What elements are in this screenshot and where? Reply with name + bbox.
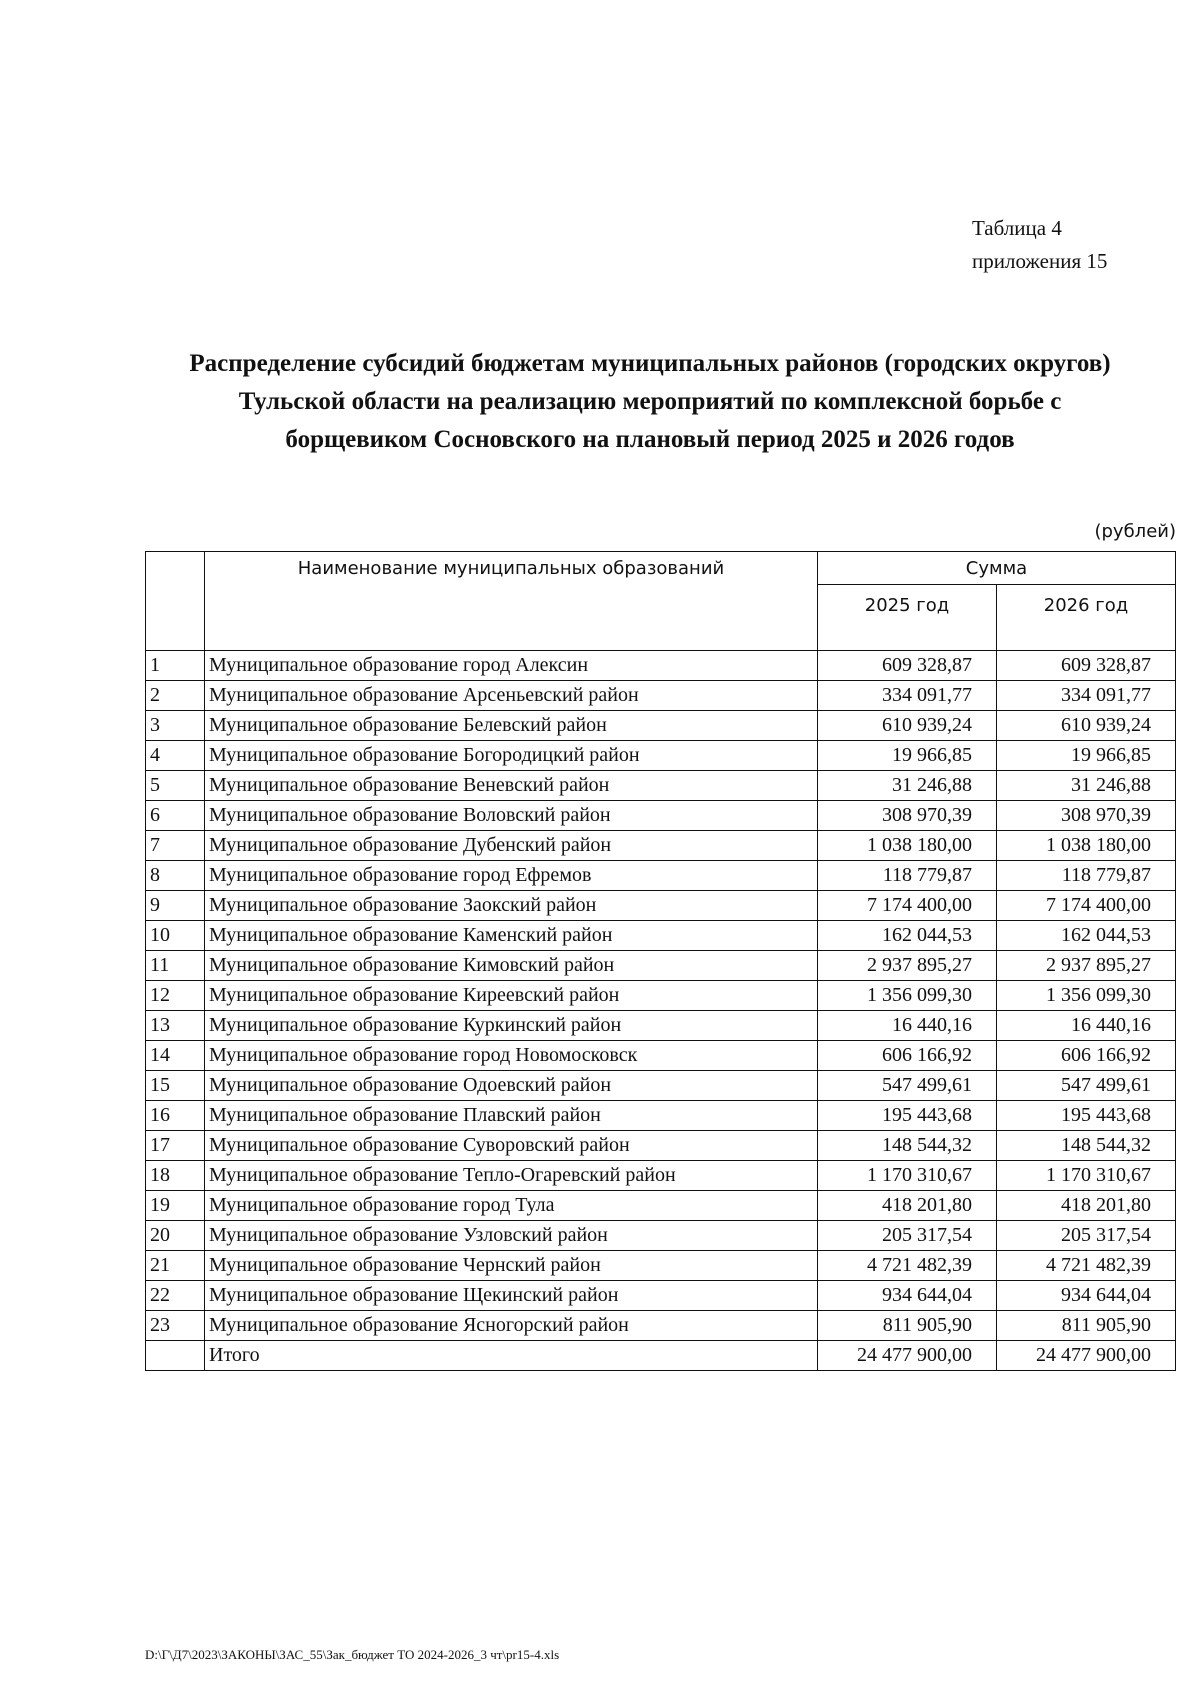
row-name: Муниципальное образование Заокский район [205, 891, 818, 921]
row-sum-2025: 418 201,80 [818, 1191, 997, 1221]
row-sum-2026: 610 939,24 [997, 711, 1176, 741]
row-number: 17 [146, 1131, 205, 1161]
row-sum-2026: 7 174 400,00 [997, 891, 1176, 921]
row-sum-2026: 19 966,85 [997, 741, 1176, 771]
row-name: Муниципальное образование город Тула [205, 1191, 818, 1221]
row-name: Муниципальное образование Каменский район [205, 921, 818, 951]
row-number: 11 [146, 951, 205, 981]
table-reference [972, 212, 1107, 278]
header-name: Наименование муниципальных образований [205, 552, 818, 651]
table-row [146, 1161, 1176, 1191]
row-name: Муниципальное образование город Алексин [205, 651, 818, 681]
file-path-footer: D:\Г\Д7\2023\ЗАКОНЫ\ЗАС_55\Зак_бюджет ТО 2024-2026_3 чт\pr15-4.xls [145, 1647, 560, 1662]
row-sum-2026: 2 937 895,27 [997, 951, 1176, 981]
table-row [146, 831, 1176, 861]
row-sum-2026: 547 499,61 [997, 1071, 1176, 1101]
row-name: Муниципальное образование Киреевский район [205, 981, 818, 1011]
row-sum-2026: 811 905,90 [997, 1311, 1176, 1341]
row-sum-2026: 1 170 310,67 [997, 1161, 1176, 1191]
row-sum-2025: 148 544,32 [818, 1131, 997, 1161]
row-number: 8 [146, 861, 205, 891]
row-name: Муниципальное образование Богородицкий район [205, 741, 818, 771]
reference-line-1: Таблица 4 [972, 216, 1062, 240]
row-number: 15 [146, 1071, 205, 1101]
row-sum-2025: 19 966,85 [818, 741, 997, 771]
table-row [146, 741, 1176, 771]
header-row-1 [146, 552, 1176, 585]
row-sum-2025: 334 091,77 [818, 681, 997, 711]
total-label: Итого [205, 1341, 818, 1371]
total-sum-2025: 24 477 900,00 [818, 1341, 997, 1371]
row-name: Муниципальное образование город Новомосковск [205, 1041, 818, 1071]
row-sum-2026: 205 317,54 [997, 1221, 1176, 1251]
title-line-3: борщевиком Сосновского на плановый период 2025 и 2026 годов [285, 426, 1015, 453]
row-sum-2026: 4 721 482,39 [997, 1251, 1176, 1281]
row-number: 6 [146, 801, 205, 831]
document-title [150, 345, 1150, 459]
row-sum-2026: 334 091,77 [997, 681, 1176, 711]
row-name: Муниципальное образование Арсеньевский район [205, 681, 818, 711]
row-name: Муниципальное образование Веневский район [205, 771, 818, 801]
row-sum-2025: 118 779,87 [818, 861, 997, 891]
row-sum-2025: 1 038 180,00 [818, 831, 997, 861]
row-name: Муниципальное образование Воловский район [205, 801, 818, 831]
row-sum-2026: 1 356 099,30 [997, 981, 1176, 1011]
row-sum-2026: 195 443,68 [997, 1101, 1176, 1131]
row-sum-2026: 148 544,32 [997, 1131, 1176, 1161]
row-number: 4 [146, 741, 205, 771]
row-sum-2025: 16 440,16 [818, 1011, 997, 1041]
table-row [146, 921, 1176, 951]
row-sum-2026: 162 044,53 [997, 921, 1176, 951]
row-number: 23 [146, 1311, 205, 1341]
table-row [146, 681, 1176, 711]
row-name: Муниципальное образование Одоевский район [205, 1071, 818, 1101]
row-sum-2025: 547 499,61 [818, 1071, 997, 1101]
row-sum-2026: 118 779,87 [997, 861, 1176, 891]
header-sum: Сумма [818, 552, 1176, 585]
title-line-2: Тульской области на реализацию мероприятий по комплексной борьбе с [238, 388, 1062, 415]
row-sum-2025: 195 443,68 [818, 1101, 997, 1131]
subsidy-table [145, 551, 1176, 1371]
row-number: 7 [146, 831, 205, 861]
row-sum-2025: 4 721 482,39 [818, 1251, 997, 1281]
row-number: 10 [146, 921, 205, 951]
table-row [146, 1191, 1176, 1221]
table-row [146, 1251, 1176, 1281]
row-name: Муниципальное образование Чернский район [205, 1251, 818, 1281]
row-name: Муниципальное образование Щекинский район [205, 1281, 818, 1311]
table-row [146, 771, 1176, 801]
row-number: 16 [146, 1101, 205, 1131]
row-name: Муниципальное образование Суворовский район [205, 1131, 818, 1161]
row-name: Муниципальное образование Плавский район [205, 1101, 818, 1131]
units-label: (рублей) [1094, 521, 1176, 542]
table-row [146, 981, 1176, 1011]
row-sum-2025: 934 644,04 [818, 1281, 997, 1311]
table-row [146, 1011, 1176, 1041]
row-number: 20 [146, 1221, 205, 1251]
row-sum-2026: 934 644,04 [997, 1281, 1176, 1311]
row-sum-2025: 1 356 099,30 [818, 981, 997, 1011]
header-index-cell [146, 552, 205, 651]
row-name: Муниципальное образование Ясногорский район [205, 1311, 818, 1341]
title-line-1: Распределение субсидий бюджетам муниципальных районов (городских округов) [189, 350, 1111, 377]
row-name: Муниципальное образование Узловский район [205, 1221, 818, 1251]
row-number: 5 [146, 771, 205, 801]
reference-line-2: приложения 15 [972, 249, 1108, 273]
row-sum-2026: 606 166,92 [997, 1041, 1176, 1071]
row-sum-2025: 31 246,88 [818, 771, 997, 801]
row-sum-2025: 7 174 400,00 [818, 891, 997, 921]
table-row [146, 711, 1176, 741]
row-name: Муниципальное образование Дубенский район [205, 831, 818, 861]
total-sum-2026: 24 477 900,00 [997, 1341, 1176, 1371]
row-sum-2025: 2 937 895,27 [818, 951, 997, 981]
row-sum-2026: 308 970,39 [997, 801, 1176, 831]
row-name: Муниципальное образование Кимовский район [205, 951, 818, 981]
row-sum-2025: 811 905,90 [818, 1311, 997, 1341]
row-sum-2025: 610 939,24 [818, 711, 997, 741]
row-sum-2026: 609 328,87 [997, 651, 1176, 681]
table-row [146, 651, 1176, 681]
row-number: 9 [146, 891, 205, 921]
row-sum-2025: 609 328,87 [818, 651, 997, 681]
row-sum-2026: 418 201,80 [997, 1191, 1176, 1221]
row-name: Муниципальное образование Куркинский район [205, 1011, 818, 1041]
row-number: 21 [146, 1251, 205, 1281]
row-number: 12 [146, 981, 205, 1011]
row-sum-2025: 205 317,54 [818, 1221, 997, 1251]
table-row [146, 1131, 1176, 1161]
table-row [146, 1311, 1176, 1341]
table-row [146, 1221, 1176, 1251]
row-number: 13 [146, 1011, 205, 1041]
row-sum-2026: 1 038 180,00 [997, 831, 1176, 861]
row-number: 19 [146, 1191, 205, 1221]
table-row [146, 1281, 1176, 1311]
row-name: Муниципальное образование город Ефремов [205, 861, 818, 891]
table-row [146, 951, 1176, 981]
table-row [146, 1101, 1176, 1131]
table-row [146, 801, 1176, 831]
row-sum-2025: 162 044,53 [818, 921, 997, 951]
row-name: Муниципальное образование Белевский район [205, 711, 818, 741]
row-name: Муниципальное образование Тепло-Огаревский район [205, 1161, 818, 1191]
row-sum-2025: 606 166,92 [818, 1041, 997, 1071]
header-year-2025: 2025 год [818, 585, 997, 651]
row-number: 2 [146, 681, 205, 711]
row-number: 3 [146, 711, 205, 741]
table-row [146, 861, 1176, 891]
row-number: 14 [146, 1041, 205, 1071]
row-number: 18 [146, 1161, 205, 1191]
row-number: 1 [146, 651, 205, 681]
row-sum-2025: 308 970,39 [818, 801, 997, 831]
table-row [146, 891, 1176, 921]
row-sum-2026: 31 246,88 [997, 771, 1176, 801]
header-year-2026: 2026 год [997, 585, 1176, 651]
table-row [146, 1071, 1176, 1101]
row-sum-2025: 1 170 310,67 [818, 1161, 997, 1191]
total-row [146, 1341, 1176, 1371]
row-sum-2026: 16 440,16 [997, 1011, 1176, 1041]
row-number: 22 [146, 1281, 205, 1311]
total-index-cell [146, 1341, 205, 1371]
table-row [146, 1041, 1176, 1071]
